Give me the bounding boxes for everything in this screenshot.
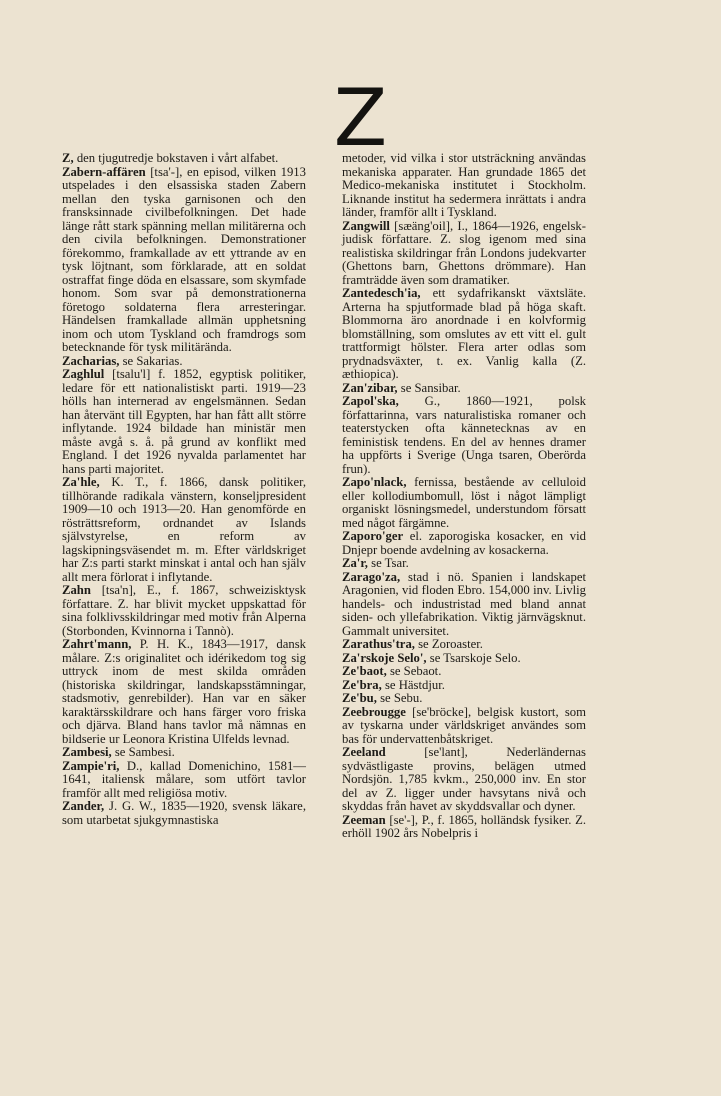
encyclopedia-entry: [62, 638, 306, 746]
entry-text: se Sebaot.: [386, 664, 442, 678]
entry-text: se Sambesi.: [111, 745, 175, 759]
entry-text: [se'bröcke], belgisk kustort, som av tyskarna under världskriget användes som bas för undervattenbåtskriget.: [342, 704, 586, 746]
entry-text: se Tsarskoje Selo.: [426, 650, 521, 665]
entry-text: ett sydafrikanskt växtsläte. Arterna ha spjutformade blad på höga skaft. Blommorna äro anordnade i en kolvformig blomställning, som omslutes av ett vitt el. gult trattformigt hölster. Flera arter odlas som prydnadsväxter, t. ex. Vanlig kalla (Z. æthiopica).: [342, 286, 586, 381]
entry-headword: Zantedesch'ia,: [342, 286, 421, 300]
entry-text: se Hästdjur.: [381, 677, 445, 692]
entry-headword: Z,: [62, 151, 74, 165]
entry-text: den tjugutredje bokstaven i vårt alfabet.: [73, 151, 279, 165]
entry-headword: Zan'zibar,: [342, 380, 398, 395]
encyclopedia-entry: [62, 355, 306, 369]
encyclopedia-entry: [342, 220, 586, 288]
entry-headword: Zarago'za,: [342, 569, 401, 584]
entry-headword: Zabern-affären: [62, 164, 146, 179]
encyclopedia-entry: [342, 152, 586, 220]
entry-headword: Zambesi,: [62, 745, 112, 759]
entry-text: metoder, vid vilka i stor utsträckning användas mekaniska apparater. Han grundade 1865 det Medico-mekaniska institutet i Stockholm. Liknande institut ha sedermera inrättats i andra länder, framför allt i Tyskland.: [342, 151, 586, 219]
entry-headword: Zangwill: [342, 218, 390, 233]
entry-text: fernissa, bestående av celluloid eller kollodiumbomull, löst i något lämpligt organiskt lösningsmedel, understundom försatt med något färgämne.: [342, 475, 586, 530]
entry-headword: Zarathus'tra,: [342, 637, 415, 651]
entry-headword: Za'hle,: [62, 475, 100, 489]
entry-headword: Za'r,: [342, 556, 368, 570]
encyclopedia-entry: [62, 476, 306, 584]
encyclopedia-entry: [342, 571, 586, 639]
encyclopedia-entry: [62, 760, 306, 801]
entry-headword: Zeeman: [342, 812, 386, 827]
encyclopedia-entry: [342, 530, 586, 557]
entry-text: [tsa'-], en episod, vilken 1913 utspelades i den elsassiska staden Zabern mellan den tyska garnisonen och den fransksinnade civilbefolkningen. Det hade länge rått stark spänning mellan militärerna och den civila befolkningen. Demonstrationer förekommo, framkallade av ett yttrande av en tysk löjtnant, som förklarade, att en soldat ostraffat finge döda en elsassare, som skymfade honom. Som svar på demonstrationerna företogo soldaterna flera arresteringar. Händelsen framkallade allmän upphetsning inom och utom Tyskland och framdrogs som betecknande för tysk militärända.: [62, 164, 306, 354]
encyclopedia-entry: [62, 368, 306, 476]
entry-headword: Ze'bu,: [342, 691, 377, 705]
encyclopedia-entry: [342, 638, 586, 652]
encyclopedia-entry: [342, 476, 586, 530]
entry-headword: Zapo'nlack,: [342, 475, 407, 489]
entry-headword: Zeebrougge: [342, 704, 406, 719]
entry-text: K. T., f. 1866, dansk politiker, tillhörande radikala vänstern, konseljpresident 1909—10 och 1913—20. Han genomförde en rösträttsreform, ordnandet av Islands självstyrelse, en reform av lagskipningsväsendet m. m. Efter världskriget har Z:s parti starkt minskat i antal och han själv allt mera förlorat i inflytande.: [62, 475, 306, 584]
entry-text: se Zoroaster.: [414, 637, 483, 651]
entry-text: G., 1860—1921, polsk författarinna, vars naturalistiska romaner och teaterstycken ofta kännetecknas av en feministisk tendens. En del av hennes dramer ha uppförts i Sverige (Unga tsaren, Oberörda frun).: [342, 394, 586, 476]
entry-headword: Zapol'ska,: [342, 394, 399, 408]
entry-headword: Zahn: [62, 583, 91, 597]
right-column: [342, 152, 586, 841]
encyclopedia-entry: [62, 152, 306, 166]
encyclopedia-entry: [62, 746, 306, 760]
entry-text: [tsalu'l] f. 1852, egyptisk politiker, ledare för ett nationalistiskt parti. 1919—23 hölls han internerad av engelsmännen. Sedan han återvänt till Egypten, har han fått allt större inflytande. 1924 bildade han ministär men måste avgå s. å. på grund av konflikt med England. I det 1926 nyvalda parlamentet har hans parti majoritet.: [62, 367, 306, 476]
entry-headword: Zacharias,: [62, 353, 120, 368]
encyclopedia-entry: [342, 382, 586, 396]
encyclopedia-entry: [342, 557, 586, 571]
entry-text: J. G. W., 1835—1920, svensk läkare, som utarbetat sjukgymnastiska: [62, 799, 306, 827]
encyclopedia-entry: [342, 665, 586, 679]
encyclopedia-entry: [342, 679, 586, 693]
entry-headword: Zander,: [62, 799, 105, 813]
encyclopedia-entry: [342, 692, 586, 706]
entry-text: P. H. K., 1843—1917, dansk målare. Z:s originalitet och idérikedom tog sig uttryck inom de mest skilda områden (historiska skildringar, landskapsstämningar, stadsmotiv, genrebilder). Han var en säker karaktärsskildrare och hans färger voro friska och djärva. Bland hans tavlor må nämnas en bildserie ur Leonora Kristina Ulfelds levnad.: [62, 637, 306, 746]
encyclopedia-entry: [62, 584, 306, 638]
entry-headword: Ze'bra,: [342, 677, 382, 692]
entry-text: se Sakarias.: [119, 353, 183, 368]
entry-text: se Sebu.: [376, 691, 423, 705]
encyclopedia-entry: [342, 652, 586, 666]
encyclopedia-entry: [342, 814, 586, 841]
encyclopedia-entry: [342, 706, 586, 747]
entry-headword: Zeeland: [342, 745, 386, 759]
entry-headword: Zahrt'mann,: [62, 637, 132, 651]
entry-text: [se'lant], Nederländernas sydvästligaste provins, belägen utmed Nordsjön. 1,785 kvkm., 250,000 inv. En stor del av Z. ligger under havsytans nivå och skyddas från havet av skyddsvallar och dyner.: [342, 745, 586, 813]
section-letter-heading: Z: [333, 74, 388, 164]
encyclopedia-entry: [342, 287, 586, 382]
entry-text: [se'-], P., f. 1865, holländsk fysiker. Z. erhöll 1902 års Nobelpris i: [342, 812, 586, 840]
encyclopedia-entry: [62, 800, 306, 827]
encyclopedia-entry: [62, 166, 306, 355]
entry-text: [sæäng'oil], I., 1864—1926, engelsk-judisk författare. Z. slog igenom med sina realistiska skildringar från Londons judekvarter (Ghettons barn, Ghettons drömmare). Han framträdde även som dramatiker.: [342, 218, 586, 287]
entry-text: se Tsar.: [367, 556, 409, 570]
encyclopedia-entry: [342, 746, 586, 814]
entry-headword: Ze'baot,: [342, 664, 387, 678]
entry-headword: Zaporo'ger: [342, 529, 404, 543]
entry-text: D., kallad Domenichino, 1581—1641, italiensk målare, som utfört tavlor framför allt med religiösa motiv.: [62, 758, 306, 800]
entry-text: se Sansibar.: [397, 380, 461, 395]
encyclopedia-entry: [342, 395, 586, 476]
left-column: [62, 152, 306, 827]
entry-headword: Zaghlul: [62, 367, 105, 381]
entry-headword: Za'rskoje Selo',: [342, 650, 427, 665]
entry-text: [tsa'n], E., f. 1867, schweizisktysk författare. Z. har blivit mycket uppskattad för sina folklivsskildringar med motiv från Alperna (Storbonden, Kvinnorna i Tannò).: [62, 583, 306, 638]
entry-text: el. zaporogiska kosacker, en vid Dnjepr boende avdelning av kosackerna.: [342, 529, 586, 557]
entry-text: stad i nö. Spanien i landskapet Aragonien, vid floden Ebro. 154,000 inv. Livlig handels- och industristad med bland annat siden- och yllefabrikation. Viktig järnvägsknut. Gammalt universitet.: [342, 569, 586, 638]
entry-headword: Zampie'ri,: [62, 758, 120, 773]
